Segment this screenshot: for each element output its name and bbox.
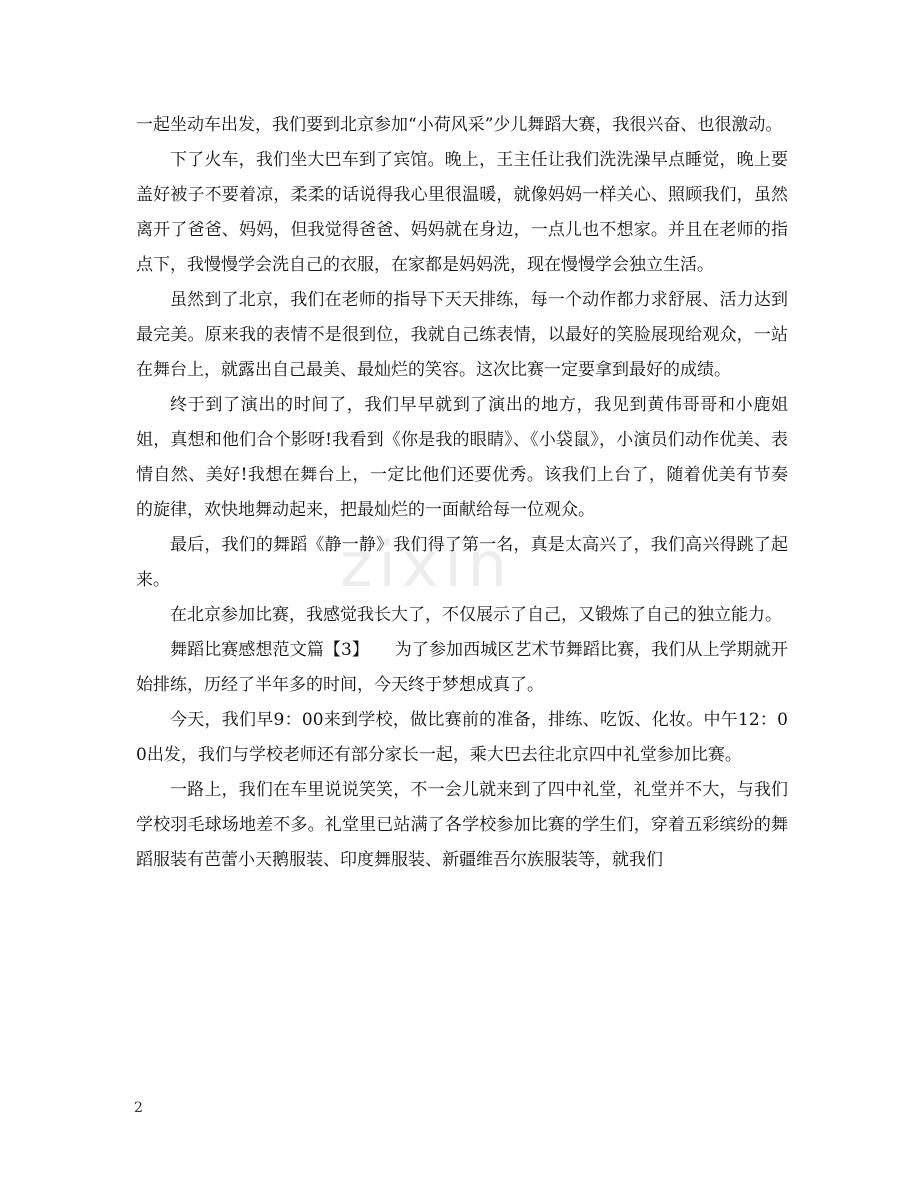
paragraph: 下了火车，我们坐大巴车到了宾馆。晚上，王主任让我们洗洗澡早点睡觉，晚上要盖好被子不要着凉，柔柔的话说得我心里很温暖，就像妈妈一样关心、照顾我们，虽然离开了爸爸、妈妈，但我觉得爸爸、妈妈就在身边，一点儿也不想家。并且在老师的指点下，我慢慢学会洗自己的衣服，在家都是妈妈洗，现在慢慢学会独立生活。 [136, 150, 788, 275]
paragraph: 在北京参加比赛，我感觉我长大了，不仅展示了自己，又锻炼了自己的独立能力。 [170, 605, 782, 625]
paragraph: 舞蹈比赛感想范文篇【3】 为了参加西城区艺术节舞蹈比赛，我们从上学期就开始排练，历经了半年多的时间，今天终于梦想成真了。 [136, 640, 788, 695]
watermark: zixin [340, 528, 513, 601]
paragraph: 今天，我们早9：00来到学校，做比赛前的准备，排练、吃饭、化妆。中午12：00出发，我们与学校老师还有部分家长一起，乘大巴去往北京四中礼堂参加比赛。 [136, 710, 788, 765]
paragraph: 虽然到了北京，我们在老师的指导下天天排练，每一个动作都力求舒展、活力达到最完美。原来我的表情不是很到位，我就自己练表情，以最好的笑脸展现给观众，一站在舞台上，就露出自己最美、最灿烂的笑容。这次比赛一定要拿到最好的成绩。 [136, 290, 788, 380]
paragraph: 最后，我们的舞蹈《静一静》我们得了第一名，真是太高兴了，我们高兴得跳了起来。 [136, 535, 788, 590]
page-number: 2 [134, 1100, 143, 1116]
paragraph: 一路上，我们在车里说说笑笑，不一会儿就来到了四中礼堂，礼堂并不大，与我们学校羽毛球场地差不多。礼堂里已站满了各学校参加比赛的学生们，穿着五彩缤纷的舞蹈服装有芭蕾小天鹅服装、印度舞服装、新疆维吾尔族服装等，就我们 [136, 780, 788, 870]
document-body [136, 108, 788, 878]
paragraph: 终于到了演出的时间了，我们早早就到了演出的地方，我见到黄伟哥哥和小鹿姐姐，真想和他们合个影呀!我看到《你是我的眼睛》、《小袋鼠》，小演员们动作优美、表情自然、美好!我想在舞台上，一定比他们还要优秀。该我们上台了，随着优美有节奏的旋律，欢快地舞动起来，把最灿烂的一面献给每一位观众。 [136, 395, 788, 520]
paragraph: 一起坐动车出发，我们要到北京参加“小荷风采”少儿舞蹈大赛，我很兴奋、也很激动。 [136, 115, 783, 135]
